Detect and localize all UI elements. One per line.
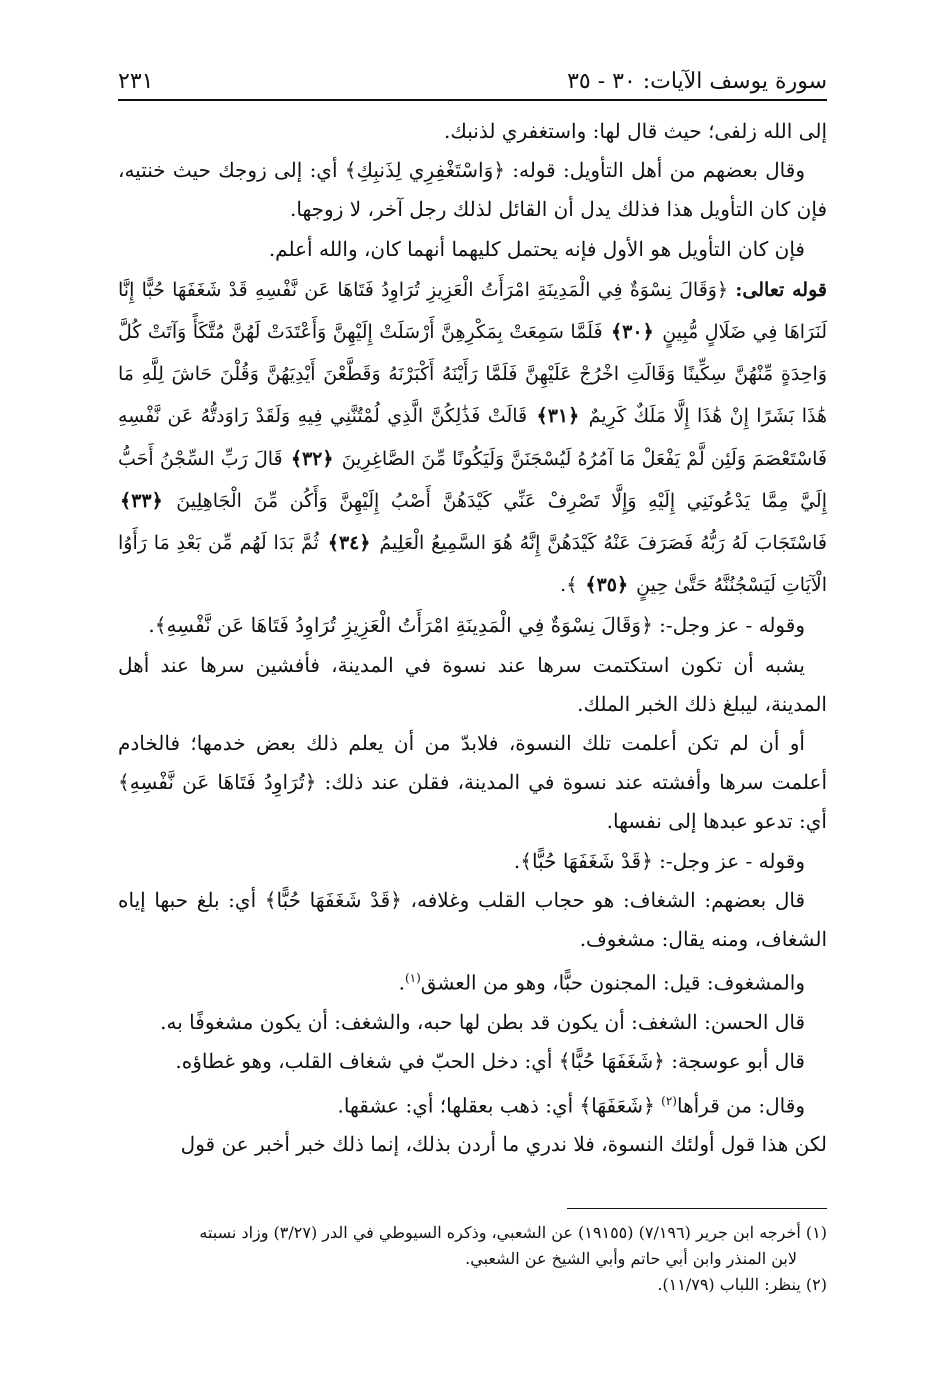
- footnote-1-continued: لابن المنذر وابن أبي حاتم وأبي الشيخ عن الشعبي.: [465, 1249, 797, 1268]
- paragraph-12-a: وقال: من قرأها: [676, 1093, 805, 1118]
- header-title: سورة يوسف الآيات: ٣٠ - ٣٥: [567, 69, 827, 94]
- paragraph-5: يشبه أن تكون استكتمت سرها عند نسوة في المدينة، فأفشين سرها عند أهل المدينة، ليبلغ ذلك الخبر الملك.: [118, 652, 827, 716]
- footnote-1: (١) أخرجه ابن جرير (٧/١٩٦) (١٩١٥٥) عن الشعبي، وذكره السيوطي في الدر (٣/٢٧) وزاد نسبته: [199, 1223, 827, 1242]
- paragraph-4: وقوله - عز وجل-: ﴿وَقَالَ نِسْوَةٌ فِي الْمَدِينَةِ امْرَأَتُ الْعَزِيزِ تُرَاوِدُ فَتَاهَا عَن نَّفْسِهِ﴾.: [148, 613, 805, 638]
- paragraph-2: وقال بعضهم من أهل التأويل: قوله: ﴿وَاسْتَغْفِرِي لِذَنبِكِ﴾ أي: إلى زوجك حيث خنتيه، فإن كان التأويل هذا فذلك يدل أن القائل لذلك رجل آخر، لا زوجها.: [118, 158, 827, 222]
- ayah-30: ﴿وَقَالَ نِسْوَةٌ فِي الْمَدِينَةِ امْرَأَتُ الْعَزِيزِ تُرَاوِدُ فَتَاهَا عَن نَّفْسِهِ قَدْ شَغَفَهَا حُبًّا إِنَّا لَنَرَاهَا فِي ضَلَالٍ مُّبِينٍ: [118, 278, 827, 344]
- footnote-2: (٢) ينظر: اللباب (١١/٧٩).: [657, 1275, 827, 1294]
- paragraph-12-b: ﴿شَعَفَهَا﴾ أي: ذهب بعقلها؛ أي: عشقها.: [337, 1093, 662, 1118]
- ayah-31: فَلَمَّا سَمِعَتْ بِمَكْرِهِنَّ أَرْسَلَتْ إِلَيْهِنَّ وَأَعْتَدَتْ لَهُنَّ مُتَّكَأً وَآتَتْ كُلَّ وَاحِدَةٍ مِّنْهُنَّ سِكِّينًا وَقَالَتِ اخْرُجْ عَلَيْهِنَّ فَلَمَّا رَأَيْنَهُ أَكْبَرْنَهُ وَقَطَّعْنَ أَيْدِيَهُنَّ وَقُلْنَ حَاشَ لِلَّهِ مَا هَٰذَا بَشَرًا إِنْ هَٰذَا إِلَّا مَلَكٌ كَرِيمٌ: [118, 321, 827, 428]
- footnote-ref-2[interactable]: (٢): [661, 1093, 677, 1108]
- paragraph-7: وقوله - عز وجل-: ﴿قَدْ شَغَفَهَا حُبًّا﴾.: [513, 848, 805, 873]
- paragraph-9: [118, 959, 827, 1003]
- ayah-marker-31: ﴿٣١﴾: [536, 405, 580, 428]
- paragraph-6: أو أن لم تكن أعلمت تلك النسوة، فلابدّ من أن يعلم ذلك بعض خدمها؛ فالخادم أعلمت سرها وأفشته عند نسوة في المدينة، فقلن عند ذلك: ﴿تُرَاوِدُ فَتَاهَا عَن نَّفْسِهِ﴾ أي: تدعو عبدها إلى نفسها.: [118, 731, 827, 834]
- quran-close: ﴾.: [560, 574, 578, 597]
- footnote-ref-1[interactable]: (١): [404, 971, 421, 986]
- paragraph-10: قال الحسن: الشغف: أن يكون قد بطن لها حبه، والشغف: أن يكون مشغوفًا به.: [160, 1010, 805, 1035]
- ayah-marker-34: ﴿٣٤﴾: [327, 532, 371, 555]
- ayah-34: فَاسْتَجَابَ لَهُ رَبُّهُ فَصَرَفَ عَنْهُ كَيْدَهُنَّ إِنَّهُ هُوَ السَّمِيعُ الْعَلِيمُ: [379, 532, 827, 555]
- page-number: ٢٣١: [118, 69, 154, 94]
- quran-lead: قوله تعالى:: [735, 278, 827, 301]
- paragraph-9-end: .: [398, 970, 405, 995]
- ayah-marker-32: ﴿٣٢﴾: [290, 447, 334, 470]
- ayah-35: ثُمَّ بَدَا لَهُم مِّن بَعْدِ مَا رَأَوُا الْآيَاتِ لَيَسْجُنُنَّهُ حَتَّىٰ حِينٍ: [118, 532, 827, 597]
- paragraph-9-text: والمشغوف: قيل: المجنون حبًّا، وهو من العشق: [420, 970, 805, 995]
- main-text: [118, 112, 827, 1165]
- quran-passage: [118, 269, 827, 607]
- running-header: [118, 58, 827, 94]
- paragraph-13: لكن هذا قول أولئك النسوة، فلا ندري ما أردن بذلك، إنما ذلك خبر أخبر عن قول: [180, 1132, 827, 1157]
- footnote-divider: [567, 1208, 827, 1209]
- header-divider: [118, 99, 827, 101]
- paragraph-12: [118, 1082, 827, 1126]
- paragraph-3: فإن كان التأويل هو الأول فإنه يحتمل كليهما أنهما كان، والله أعلم.: [268, 236, 805, 261]
- ayah-marker-33: ﴿٣٣﴾: [120, 489, 163, 512]
- footnotes: [118, 1220, 827, 1298]
- paragraph-1: إلى الله زلفى؛ حيث قال لها: واستغفري لذنبك.: [444, 119, 827, 143]
- ayah-33: قَالَ رَبِّ السِّجْنُ أَحَبُّ إِلَيَّ مِمَّا يَدْعُونَنِي إِلَيْهِ وَإِلَّا تَصْرِفْ عَنِّي كَيْدَهُنَّ أَصْبُ إِلَيْهِنَّ وَأَكُن مِّنَ الْجَاهِلِينَ: [118, 447, 827, 512]
- ayah-marker-35: ﴿٣٥﴾: [585, 574, 629, 597]
- ayah-marker-30: ﴿٣٠﴾: [611, 321, 654, 344]
- ayah-32: قَالَتْ فَذَٰلِكُنَّ الَّذِي لُمْتُنَّنِي فِيهِ وَلَقَدْ رَاوَدتُّهُ عَن نَّفْسِهِ فَاسْتَعْصَمَ وَلَئِن لَّمْ يَفْعَلْ مَا آمُرُهُ لَيُسْجَنَنَّ وَلَيَكُونًا مِّنَ الصَّاغِرِينَ: [118, 405, 827, 470]
- paragraph-8: قال بعضهم: الشغاف: هو حجاب القلب وغلافه، ﴿قَدْ شَغَفَهَا حُبًّا﴾ أي: بلغ حبها إياه الشغاف، ومنه يقال: مشغوف.: [118, 887, 827, 952]
- paragraph-11: قال أبو عوسجة: ﴿شَغَفَهَا حُبًّا﴾ أي: دخل الحبّ في شغاف القلب، وهو غطاؤه.: [175, 1049, 805, 1074]
